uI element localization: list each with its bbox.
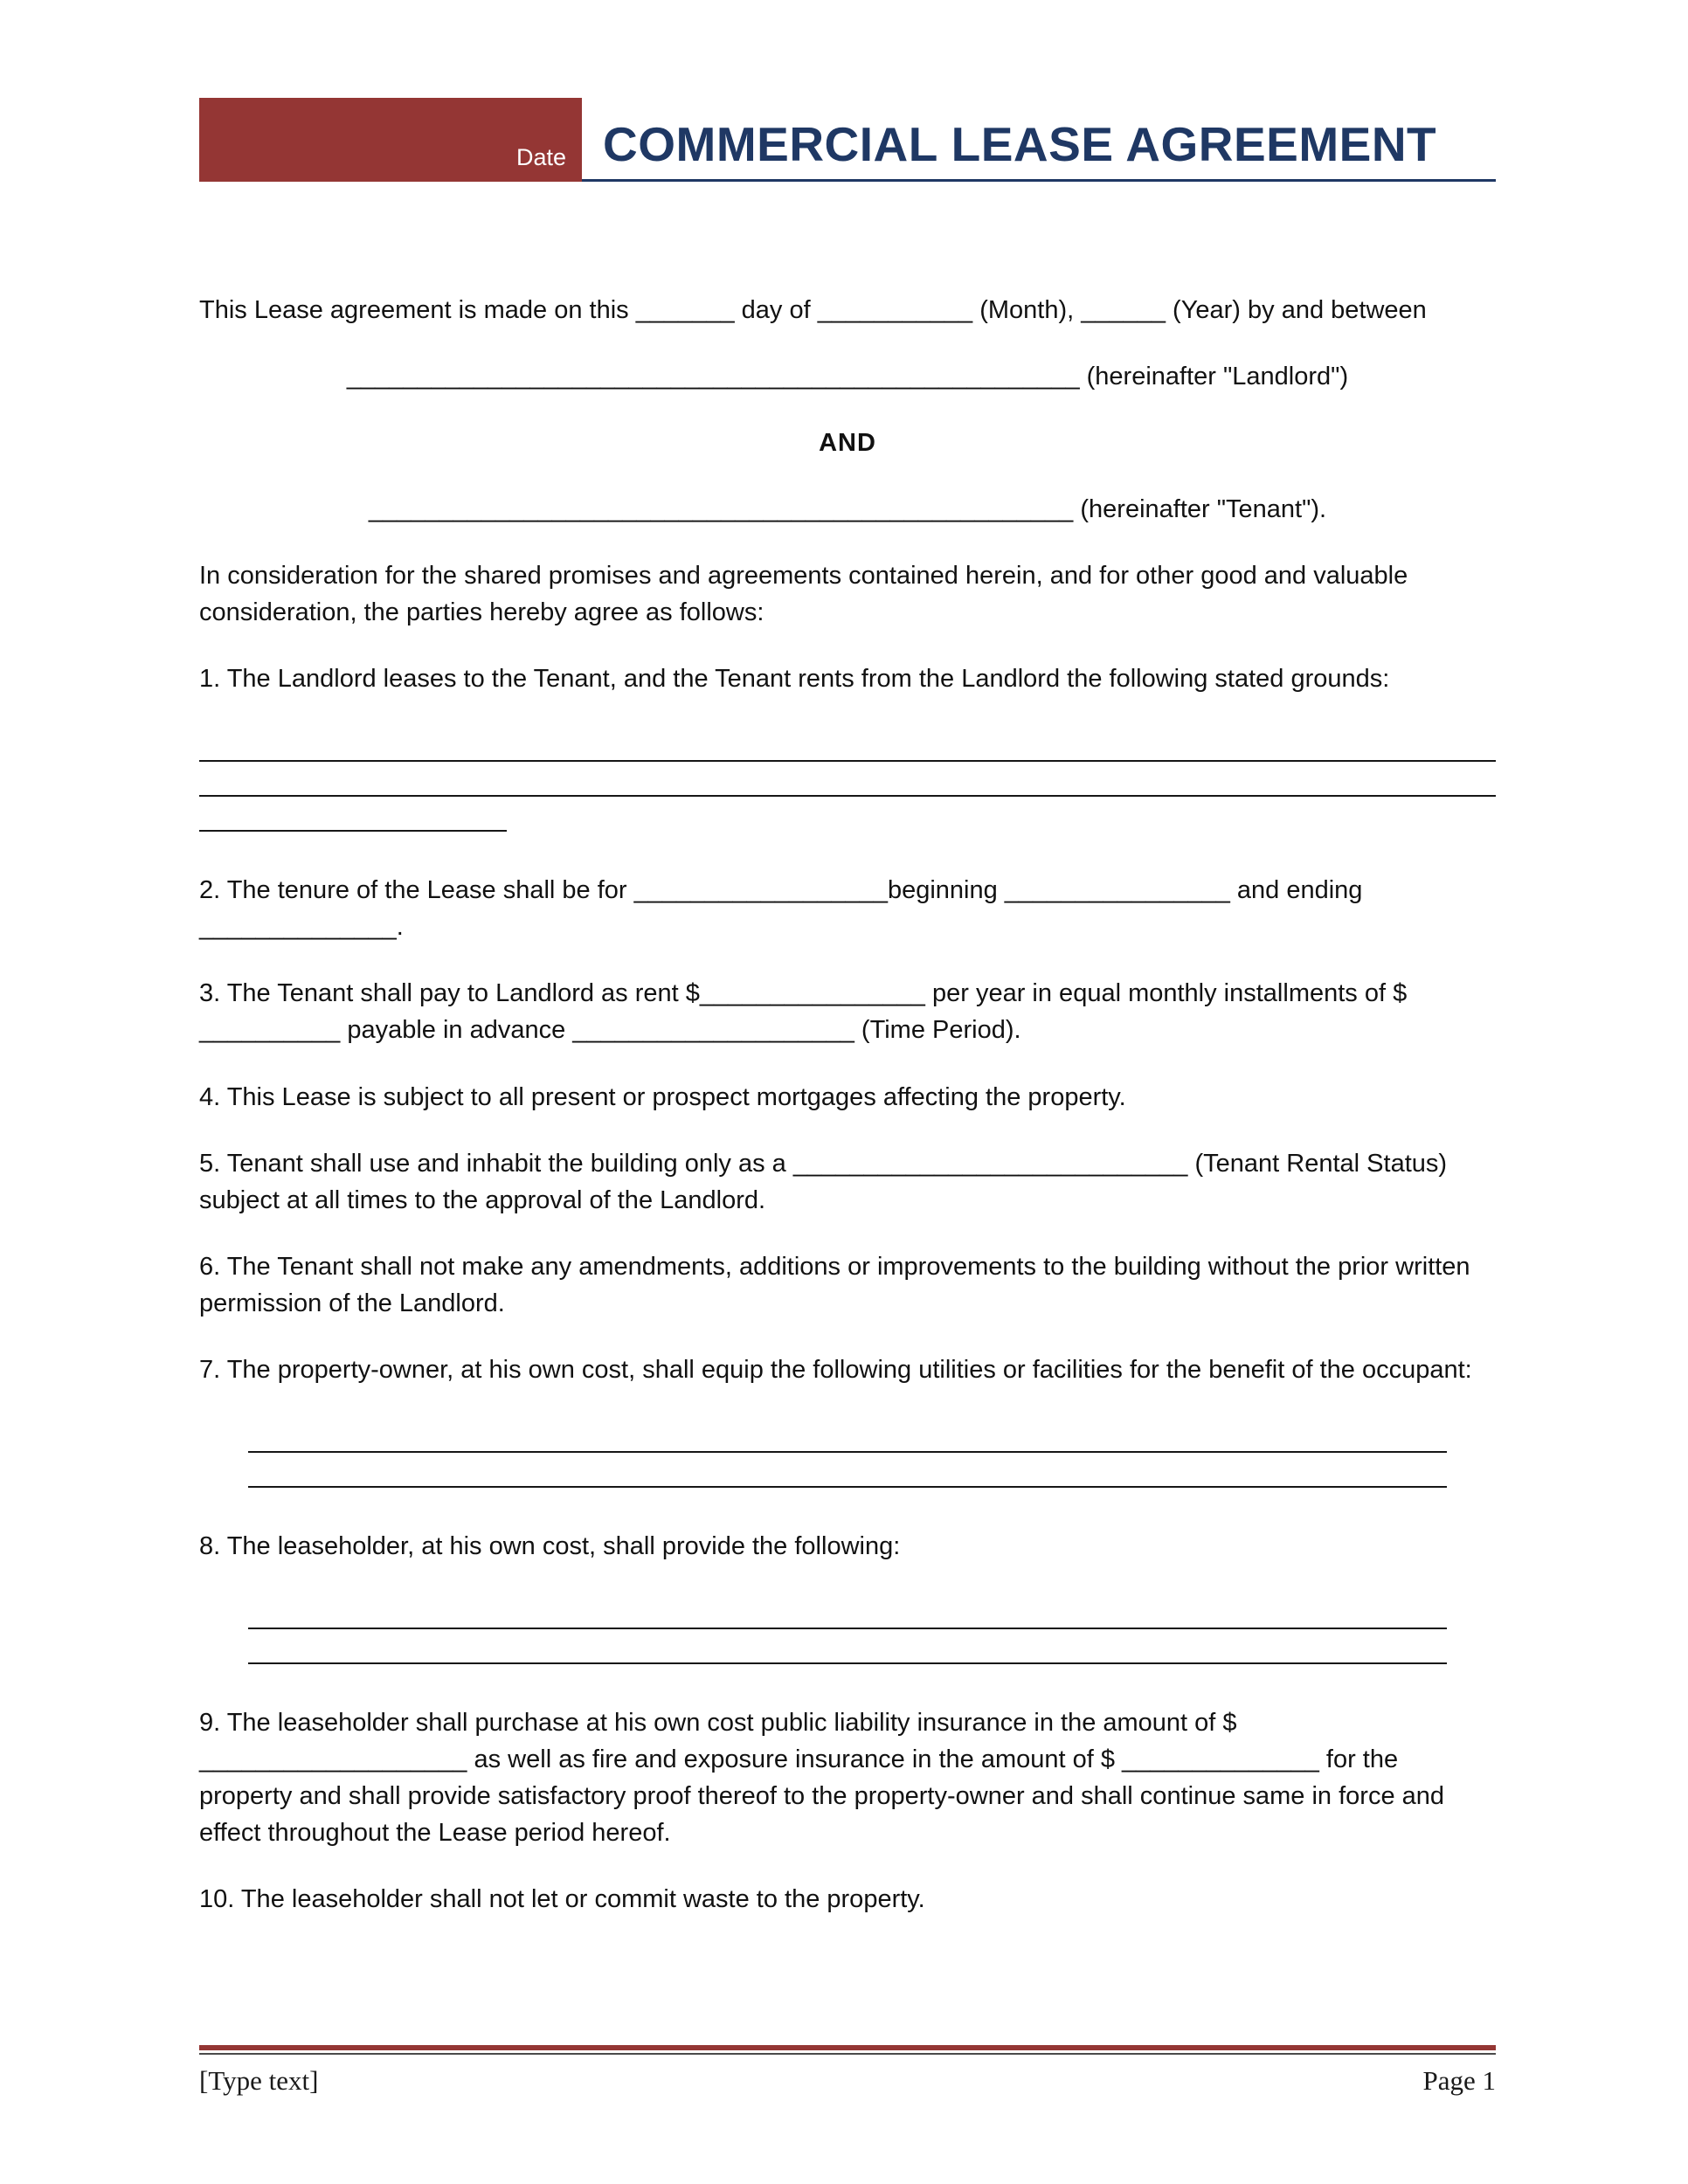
document-header [199, 98, 1496, 182]
footer-rule [199, 2045, 1496, 2055]
footer-type-text: [Type text] [199, 2065, 319, 2096]
clause-1: 1. The Landlord leases to the Tenant, and the Tenant rents from the Landlord the following stated grounds: [199, 665, 1390, 694]
date-label: Date [515, 144, 566, 170]
header-date-box [199, 98, 582, 182]
document-body [199, 292, 1496, 1918]
blank-line [199, 727, 1496, 762]
footer-page-number: Page 1 [1422, 2065, 1496, 2096]
blank-line [199, 762, 1496, 797]
footer-row [199, 2065, 1496, 2097]
consideration-paragraph: In consideration for the shared promises and agreements contained herein, and for other good and valuable consideration, the parties hereby agree as follows: [199, 562, 1408, 627]
clause-7: 7. The property-owner, at his own cost, shall equip the following utilities or facilities for the benefit of the occupant: [199, 1355, 1472, 1384]
clause-8: 8. The leaseholder, at his own cost, shall provide the following: [199, 1531, 901, 1560]
clause-4: 4. This Lease is subject to all present or prospect mortgages affecting the property. [199, 1082, 1126, 1111]
blank-line [248, 1418, 1447, 1453]
blank-line [248, 1453, 1447, 1488]
clause-9: 9. The leaseholder shall purchase at his own cost public liability insurance in the amount of $ ___________________ as well as fire and exposure insurance in the amount of $ ______________ for the property and shall provide satisfactory proof thereof to the property-owner and shall continue same in force and effect throughout the Lease period hereof. [199, 1708, 1445, 1847]
title-underline [582, 98, 1496, 182]
document-title: COMMERCIAL LEASE AGREEMENT [603, 117, 1437, 171]
blank-line [248, 1629, 1447, 1664]
clause-3: 3. The Tenant shall pay to Landlord as rent $________________ per year in equal monthly installments of $ __________ payable in advance ____________________ (Time Period). [199, 979, 1408, 1045]
landlord-fill-line: ____________________________________________________ (hereinafter "Landlord") [346, 363, 1349, 391]
clause-1-fill-lines [199, 727, 1496, 832]
clause-8-fill-lines [199, 1594, 1496, 1664]
tenant-fill-line: __________________________________________________ (hereinafter "Tenant"). [368, 495, 1327, 524]
blank-line-short [199, 797, 507, 832]
clause-5: 5. Tenant shall use and inhabit the building only as a ____________________________ (Tenant Rental Status) subject at all times to the approval of the Landlord. [199, 1149, 1448, 1214]
intro-paragraph: This Lease agreement is made on this _______ day of ___________ (Month), ______ (Year) by and between [199, 296, 1427, 324]
clause-7-fill-lines [199, 1418, 1496, 1488]
blank-line [248, 1594, 1447, 1629]
clause-6: 6. The Tenant shall not make any amendments, additions or improvements to the building without the prior written permission of the Landlord. [199, 1252, 1470, 1317]
document-footer [199, 2045, 1496, 2097]
clause-10: 10. The leaseholder shall not let or commit waste to the property. [199, 1885, 925, 1914]
clause-2: 2. The tenure of the Lease shall be for __________________beginning ________________ and ending ______________. [199, 876, 1363, 942]
and-separator: AND [819, 429, 876, 458]
